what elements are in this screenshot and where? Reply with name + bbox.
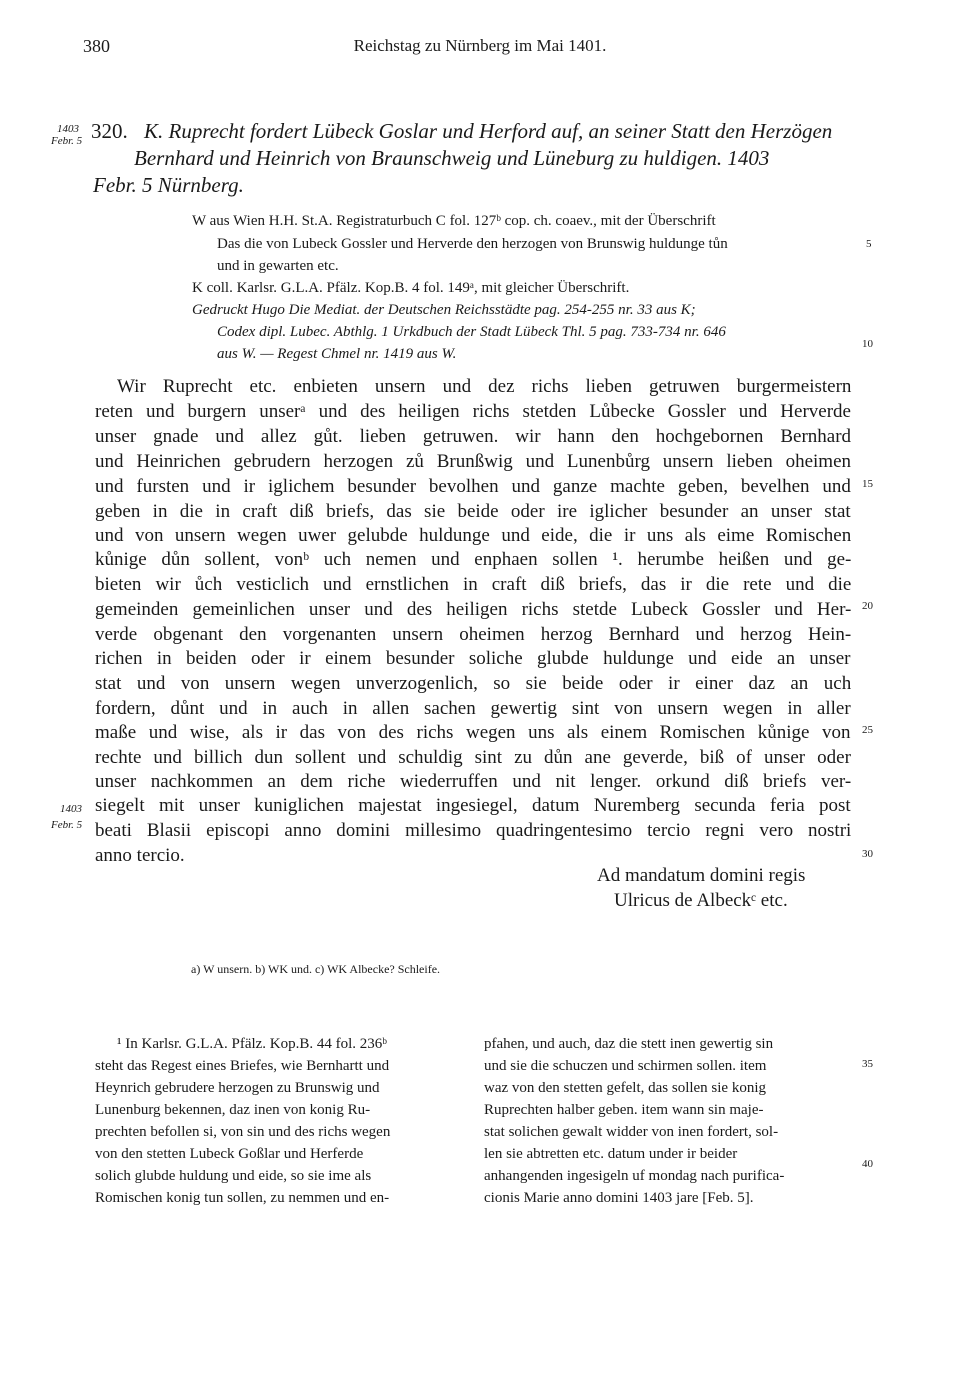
signature-line-2: Ulricus de Albeckᶜ etc.	[614, 890, 788, 911]
body-line: Wir Ruprecht etc. enbieten unsern und dez richs lieben getruwen burgermeistern	[117, 376, 852, 397]
source-line: Das die von Lubeck Gossler und Herverde den herzogen von Brunswig huldunge tůn	[217, 236, 728, 252]
source-line: aus W. — Regest Chmel nr. 1419 aus W.	[217, 346, 457, 362]
footnote-line: prechten befollen si, von sin und des richs wegen	[95, 1124, 391, 1140]
body-line: maße und wise, als ir das von des richs wegen uns als einem Romischen kůnige von	[95, 722, 851, 743]
footnote-line: Ruprechten halber geben. item wann sin maje-	[484, 1102, 764, 1118]
footnote-line: waz von den stetten gefelt, das sollen sie konig	[484, 1080, 767, 1096]
footnote-line: pfahen, und auch, daz die stett inen gewertig sin	[484, 1036, 774, 1052]
line-number: 35	[862, 1058, 873, 1070]
heading-line: Febr. 5 Nürnberg.	[93, 173, 244, 197]
footnote-line: Romischen konig tun sollen, zu nemmen und en-	[95, 1190, 390, 1206]
body-line: beati Blasii episcopi anno domini millesimo quadringentesimo tercio regni vero nostri	[95, 820, 852, 841]
body-line: geben in die in craft diß briefs, das sie beide oder ire iglicher besunder an unser stat	[95, 501, 851, 522]
source-line: Codex dipl. Lubec. Abthlg. 1 Urkdbuch der Stadt Lübeck Thl. 5 pag. 733-734 nr. 646	[217, 324, 726, 340]
footnote-line: und sie die schuczen und schirmen sollen. item	[484, 1058, 767, 1074]
critical-apparatus: a) W unsern. b) WK und. c) WK Albecke? Schleife.	[191, 962, 441, 976]
body-line: bieten wir ůch vesticlich und ernstlichen in craft diß briefs, das ir die rete und die	[95, 574, 852, 595]
footnote-line: solich glubde huldung und eide, so sie ime als	[95, 1168, 372, 1184]
footnote-line: Lunenburg bekennen, daz inen von konig Ru-	[95, 1102, 371, 1118]
line-number: 5	[866, 238, 872, 250]
footnote-line: ¹ In Karlsr. G.L.A. Pfälz. Kop.B. 44 fol. 236ᵇ	[117, 1036, 387, 1052]
line-number: 25	[862, 724, 873, 736]
line-number: 10	[862, 338, 873, 350]
body-line: stat und von unsern wegen unverzogenlich, so sie beide oder ir einer daz an uch	[95, 673, 852, 694]
body-line: gemeinden gemeinlichen unser und des heiligen richs stetde Lubeck Gossler und Her-	[95, 599, 852, 620]
signature-line-1: Ad mandatum domini regis	[597, 865, 806, 886]
footnote-line: stat solichen gewalt widder von inen fordert, sol-	[484, 1124, 779, 1140]
body-line: verde obgenant den vorgenanten unsern oheimen herzog Bernhard und herzog Hein-	[95, 624, 852, 645]
source-line: W aus Wien H.H. St.A. Registraturbuch C fol. 127ᵇ cop. ch. coaev., mit der Überschrift	[192, 213, 716, 229]
body-line: anno tercio.	[95, 845, 185, 866]
margin-date-heading	[51, 123, 83, 147]
body-line: unser nachkommen an dem riche wiederruffen und nit lenger. orkund diß briefs ver-	[95, 771, 852, 792]
footnote-line: len sie abtretten etc. datum under ir beider	[484, 1146, 738, 1162]
margin-day: Febr. 5	[51, 135, 83, 147]
body-line: richen in beiden oder ir einem besunder soliche glubde huldunge und eide an unser	[95, 648, 851, 669]
body-line: unser gnade und allez gůt. lieben getruwen. wir hann den hochgebornen Bernhard	[95, 426, 852, 447]
body-line: siegelt mit unser kuniglichen majestat ingesiegel, datum Nuremberg secunda feria post	[95, 795, 851, 816]
heading-line: K. Ruprecht fordert Lübeck Goslar und Herford auf, an seiner Statt den Herzögen	[144, 119, 833, 143]
footnote-line: anhangenden ingesigeln uf mondag nach purifica-	[484, 1168, 785, 1184]
line-number: 30	[862, 848, 873, 860]
source-line: Gedruckt Hugo Die Mediat. der Deutschen Reichsstädte pag. 254-255 nr. 33 aus K;	[192, 302, 696, 318]
source-line: und in gewarten etc.	[217, 258, 339, 274]
page-number: 380	[83, 36, 110, 56]
body-line: reten und burgern unserᵃ und des heiligen richs stetden Lůbecke Gossler und Herverde	[95, 401, 851, 422]
body-line: rechte und billich dun sollent und schuldig sint zu důn ane geverde, biß of unser oder	[95, 747, 851, 768]
body-line: und fursten und ir iglichem besunder bevolhen und ganze machte geben, bevelhen und	[95, 476, 851, 497]
source-line: K coll. Karlsr. G.L.A. Pfälz. Kop.B. 4 fol. 149ᵃ, mit gleicher Überschrift.	[192, 280, 630, 296]
line-number: 15	[862, 478, 873, 490]
document-number: 320.	[91, 119, 128, 143]
footnote-line: cionis Marie anno domini 1403 jare [Feb. 5].	[484, 1190, 754, 1206]
footnote-line: von den stetten Lubeck Goßlar und Herferde	[95, 1146, 364, 1162]
body-line: fordern, důnt und in auch in allen sachen gewertig sint von unsern wegen in aller	[95, 698, 851, 719]
margin-date-body	[51, 801, 83, 833]
margin-day: Febr. 5	[51, 819, 83, 831]
body-line: kůnige důn sollent, vonᵇ uch nemen und enphaen sollen ¹. herumbe heißen und ge-	[95, 549, 852, 570]
body-line: und von unsern wegen uwer gelubde huldunge und eide, die ir uns als eime Romischen	[95, 525, 852, 546]
line-number: 40	[862, 1158, 873, 1170]
heading-line: Bernhard und Heinrich von Braunschweig und Lüneburg zu huldigen. 1403	[134, 146, 770, 170]
footnote-line: steht das Regest eines Briefes, wie Bernhartt und	[95, 1058, 390, 1074]
running-title: Reichstag zu Nürnberg im Mai 1401.	[353, 36, 607, 55]
line-number: 20	[862, 600, 873, 612]
body-line: und Heinrichen gebrudern herzogen zů Brunßwig und Lunenbůrg unsern lieben oheimen	[95, 451, 852, 472]
margin-year: 1403	[57, 123, 79, 135]
margin-year: 1403	[60, 803, 82, 815]
footnote-line: Heynrich gebrudere herzogen zu Brunswig und	[95, 1080, 380, 1096]
